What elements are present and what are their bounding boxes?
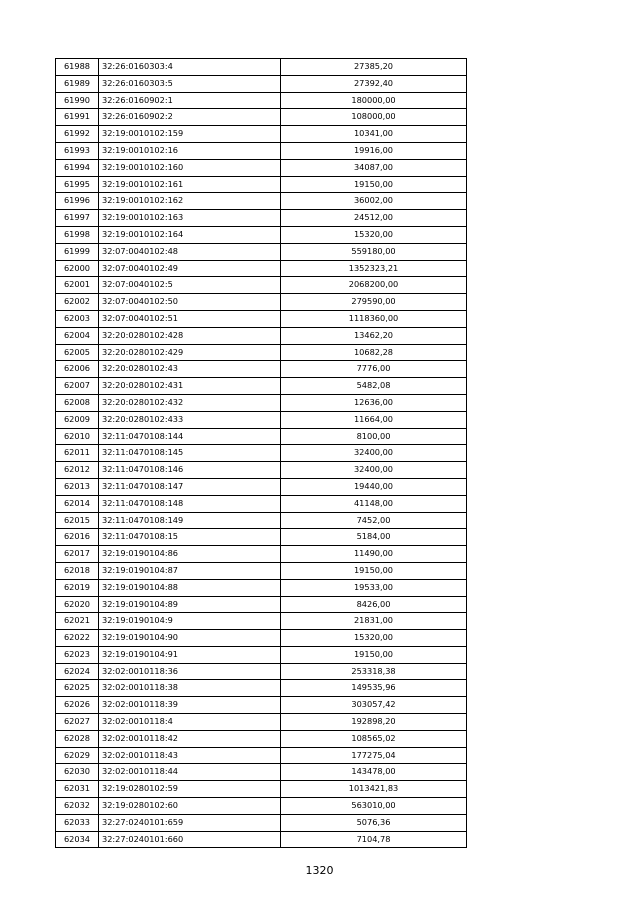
value-cell: 180000,00 — [281, 92, 467, 109]
row-number-cell: 62025 — [56, 680, 99, 697]
row-number-cell: 62006 — [56, 361, 99, 378]
table-row — [56, 92, 467, 109]
cadastral-number-cell: 32:11:0470108:145 — [99, 445, 281, 462]
value-cell: 7104,78 — [281, 831, 467, 848]
value-cell: 19916,00 — [281, 142, 467, 159]
table-row — [56, 630, 467, 647]
table-row — [56, 730, 467, 747]
row-number-cell: 61994 — [56, 159, 99, 176]
row-number-cell: 62021 — [56, 613, 99, 630]
cadastral-number-cell: 32:20:0280102:433 — [99, 411, 281, 428]
value-cell: 27392,40 — [281, 75, 467, 92]
table-row — [56, 546, 467, 563]
table-row — [56, 344, 467, 361]
cadastral-number-cell: 32:07:0040102:50 — [99, 294, 281, 311]
value-cell: 5184,00 — [281, 529, 467, 546]
row-number-cell: 62011 — [56, 445, 99, 462]
table-row — [56, 596, 467, 613]
value-cell: 15320,00 — [281, 630, 467, 647]
value-cell: 279590,00 — [281, 294, 467, 311]
table-row — [56, 478, 467, 495]
cadastral-number-cell: 32:19:0190104:89 — [99, 596, 281, 613]
value-cell: 24512,00 — [281, 210, 467, 227]
value-cell: 5076,36 — [281, 814, 467, 831]
table-row — [56, 243, 467, 260]
value-cell: 1352323,21 — [281, 260, 467, 277]
value-cell: 108565,02 — [281, 730, 467, 747]
value-cell: 7452,00 — [281, 512, 467, 529]
value-cell: 192898,20 — [281, 714, 467, 731]
cadastral-number-cell: 32:07:0040102:48 — [99, 243, 281, 260]
row-number-cell: 62003 — [56, 310, 99, 327]
table-row — [56, 714, 467, 731]
table-row — [56, 562, 467, 579]
cadastral-number-cell: 32:19:0010102:161 — [99, 176, 281, 193]
value-cell: 34087,00 — [281, 159, 467, 176]
cadastral-number-cell: 32:19:0010102:164 — [99, 226, 281, 243]
cadastral-number-cell: 32:11:0470108:147 — [99, 478, 281, 495]
cadastral-number-cell: 32:26:0160303:5 — [99, 75, 281, 92]
page-number: 1320 — [305, 864, 334, 877]
value-cell: 1013421,83 — [281, 781, 467, 798]
cadastral-number-cell: 32:20:0280102:431 — [99, 378, 281, 395]
row-number-cell: 62030 — [56, 764, 99, 781]
cadastral-number-cell: 32:27:0240101:660 — [99, 831, 281, 848]
table-row — [56, 781, 467, 798]
value-cell: 15320,00 — [281, 226, 467, 243]
value-cell: 27385,20 — [281, 59, 467, 76]
table-row — [56, 142, 467, 159]
value-cell: 32400,00 — [281, 445, 467, 462]
row-number-cell: 61999 — [56, 243, 99, 260]
cadastral-number-cell: 32:19:0190104:86 — [99, 546, 281, 563]
cadastral-number-cell: 32:19:0190104:9 — [99, 613, 281, 630]
row-number-cell: 62029 — [56, 747, 99, 764]
data-table-container — [55, 58, 467, 848]
cadastral-number-cell: 32:26:0160303:4 — [99, 59, 281, 76]
value-cell: 36002,00 — [281, 193, 467, 210]
row-number-cell: 62018 — [56, 562, 99, 579]
table-row — [56, 126, 467, 143]
row-number-cell: 62010 — [56, 428, 99, 445]
table-row — [56, 798, 467, 815]
value-cell: 108000,00 — [281, 109, 467, 126]
row-number-cell: 62027 — [56, 714, 99, 731]
row-number-cell: 62033 — [56, 814, 99, 831]
cadastral-number-cell: 32:19:0190104:91 — [99, 646, 281, 663]
row-number-cell: 62015 — [56, 512, 99, 529]
row-number-cell: 62004 — [56, 327, 99, 344]
value-cell: 11490,00 — [281, 546, 467, 563]
value-cell: 12636,00 — [281, 394, 467, 411]
value-cell: 8426,00 — [281, 596, 467, 613]
value-cell: 19440,00 — [281, 478, 467, 495]
value-cell: 21831,00 — [281, 613, 467, 630]
cadastral-number-cell: 32:07:0040102:51 — [99, 310, 281, 327]
row-number-cell: 62012 — [56, 462, 99, 479]
row-number-cell: 62028 — [56, 730, 99, 747]
value-cell: 19150,00 — [281, 562, 467, 579]
row-number-cell: 62002 — [56, 294, 99, 311]
value-cell: 41148,00 — [281, 495, 467, 512]
table-row — [56, 646, 467, 663]
row-number-cell: 62008 — [56, 394, 99, 411]
row-number-cell: 61992 — [56, 126, 99, 143]
table-row — [56, 193, 467, 210]
value-cell: 177275,04 — [281, 747, 467, 764]
cadastral-number-cell: 32:19:0190104:88 — [99, 579, 281, 596]
value-cell: 19150,00 — [281, 646, 467, 663]
cadastral-number-cell: 32:19:0010102:163 — [99, 210, 281, 227]
row-number-cell: 62023 — [56, 646, 99, 663]
cadastral-number-cell: 32:02:0010118:4 — [99, 714, 281, 731]
value-cell: 303057,42 — [281, 697, 467, 714]
row-number-cell: 62000 — [56, 260, 99, 277]
row-number-cell: 62019 — [56, 579, 99, 596]
row-number-cell: 62009 — [56, 411, 99, 428]
row-number-cell: 62034 — [56, 831, 99, 848]
cadastral-number-cell: 32:07:0040102:5 — [99, 277, 281, 294]
cadastral-number-cell: 32:19:0280102:59 — [99, 781, 281, 798]
table-row — [56, 495, 467, 512]
value-cell: 10341,00 — [281, 126, 467, 143]
row-number-cell: 62014 — [56, 495, 99, 512]
row-number-cell: 62016 — [56, 529, 99, 546]
table-row — [56, 394, 467, 411]
cadastral-number-cell: 32:11:0470108:149 — [99, 512, 281, 529]
cadastral-number-cell: 32:07:0040102:49 — [99, 260, 281, 277]
row-number-cell: 62017 — [56, 546, 99, 563]
cadastral-number-cell: 32:19:0190104:87 — [99, 562, 281, 579]
table-row — [56, 512, 467, 529]
value-cell: 13462,20 — [281, 327, 467, 344]
table-row — [56, 109, 467, 126]
value-cell: 563010,00 — [281, 798, 467, 815]
cadastral-number-cell: 32:02:0010118:44 — [99, 764, 281, 781]
value-cell: 149535,96 — [281, 680, 467, 697]
value-cell: 19150,00 — [281, 176, 467, 193]
table-row — [56, 210, 467, 227]
table-row — [56, 663, 467, 680]
table-row — [56, 226, 467, 243]
cadastral-number-cell: 32:02:0010118:38 — [99, 680, 281, 697]
table-row — [56, 159, 467, 176]
table-body — [56, 59, 467, 848]
table-row — [56, 697, 467, 714]
table-row — [56, 680, 467, 697]
row-number-cell: 62013 — [56, 478, 99, 495]
cadastral-number-cell: 32:19:0010102:159 — [99, 126, 281, 143]
cadastral-number-cell: 32:20:0280102:432 — [99, 394, 281, 411]
row-number-cell: 62005 — [56, 344, 99, 361]
cadastral-number-cell: 32:11:0470108:148 — [99, 495, 281, 512]
cadastral-number-cell: 32:20:0280102:429 — [99, 344, 281, 361]
table-row — [56, 260, 467, 277]
cadastral-number-cell: 32:26:0160902:1 — [99, 92, 281, 109]
value-cell: 19533,00 — [281, 579, 467, 596]
table-row — [56, 277, 467, 294]
table-row — [56, 814, 467, 831]
table-row — [56, 176, 467, 193]
table-row — [56, 613, 467, 630]
row-number-cell: 62022 — [56, 630, 99, 647]
cadastral-number-cell: 32:19:0280102:60 — [99, 798, 281, 815]
row-number-cell: 62020 — [56, 596, 99, 613]
cadastral-number-cell: 32:20:0280102:43 — [99, 361, 281, 378]
table-row — [56, 462, 467, 479]
cadastral-number-cell: 32:11:0470108:146 — [99, 462, 281, 479]
row-number-cell: 61997 — [56, 210, 99, 227]
row-number-cell: 61996 — [56, 193, 99, 210]
table-row — [56, 529, 467, 546]
row-number-cell: 61988 — [56, 59, 99, 76]
table-row — [56, 327, 467, 344]
value-cell: 11664,00 — [281, 411, 467, 428]
row-number-cell: 61990 — [56, 92, 99, 109]
table-row — [56, 747, 467, 764]
value-cell: 7776,00 — [281, 361, 467, 378]
cadastral-number-cell: 32:02:0010118:42 — [99, 730, 281, 747]
value-cell: 1118360,00 — [281, 310, 467, 327]
row-number-cell: 62026 — [56, 697, 99, 714]
row-number-cell: 61991 — [56, 109, 99, 126]
row-number-cell: 62031 — [56, 781, 99, 798]
value-cell: 10682,28 — [281, 344, 467, 361]
row-number-cell: 61993 — [56, 142, 99, 159]
row-number-cell: 61998 — [56, 226, 99, 243]
value-cell: 2068200,00 — [281, 277, 467, 294]
table-row — [56, 59, 467, 76]
table-row — [56, 831, 467, 848]
cadastral-number-cell: 32:19:0010102:160 — [99, 159, 281, 176]
row-number-cell: 62024 — [56, 663, 99, 680]
row-number-cell: 62007 — [56, 378, 99, 395]
cadastral-number-cell: 32:02:0010118:36 — [99, 663, 281, 680]
row-number-cell: 61995 — [56, 176, 99, 193]
table-row — [56, 378, 467, 395]
value-cell: 5482,08 — [281, 378, 467, 395]
value-cell: 143478,00 — [281, 764, 467, 781]
value-cell: 8100,00 — [281, 428, 467, 445]
table-row — [56, 294, 467, 311]
value-cell: 253318,38 — [281, 663, 467, 680]
table-row — [56, 411, 467, 428]
cadastral-number-cell: 32:19:0190104:90 — [99, 630, 281, 647]
row-number-cell: 62032 — [56, 798, 99, 815]
cadastral-number-cell: 32:02:0010118:39 — [99, 697, 281, 714]
cadastral-number-cell: 32:26:0160902:2 — [99, 109, 281, 126]
table-row — [56, 764, 467, 781]
cadastral-number-cell: 32:19:0010102:162 — [99, 193, 281, 210]
table-row — [56, 310, 467, 327]
row-number-cell: 61989 — [56, 75, 99, 92]
cadastral-number-cell: 32:02:0010118:43 — [99, 747, 281, 764]
cadastral-number-cell: 32:19:0010102:16 — [99, 142, 281, 159]
table-row — [56, 428, 467, 445]
table-row — [56, 361, 467, 378]
cadastral-number-cell: 32:20:0280102:428 — [99, 327, 281, 344]
cadastral-number-cell: 32:27:0240101:659 — [99, 814, 281, 831]
value-cell: 559180,00 — [281, 243, 467, 260]
row-number-cell: 62001 — [56, 277, 99, 294]
cadastral-number-cell: 32:11:0470108:144 — [99, 428, 281, 445]
cadastral-values-table — [55, 58, 467, 848]
cadastral-number-cell: 32:11:0470108:15 — [99, 529, 281, 546]
table-row — [56, 445, 467, 462]
table-row — [56, 579, 467, 596]
table-row — [56, 75, 467, 92]
value-cell: 32400,00 — [281, 462, 467, 479]
